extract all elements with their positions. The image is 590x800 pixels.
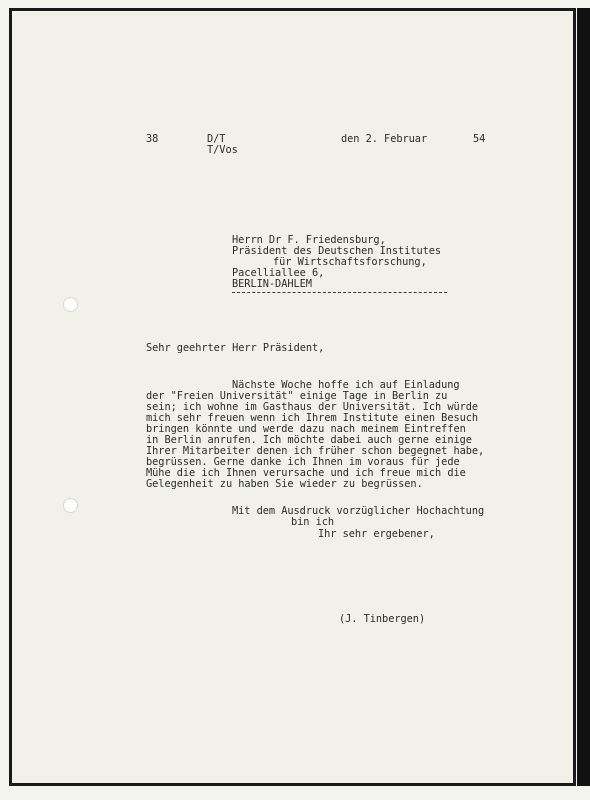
closing-bin-ich: bin ich [291, 516, 335, 528]
body-line: begrüssen. Gerne danke ich Ihnen im voraus für jede [146, 456, 460, 468]
letter-date: den 2. Februar [341, 133, 428, 145]
closing-valediction: Ihr sehr ergebener, [318, 528, 435, 540]
punch-hole-bottom [63, 498, 78, 513]
body-line: sein; ich wohne im Gasthaus der Universität. Ich würde [146, 401, 479, 413]
body-line: in Berlin anrufen. Ich möchte dabei auch gerne einige [146, 434, 472, 446]
recipient-title: Präsident des Deutschen Institutes [232, 245, 442, 257]
recipient-institute: für Wirtschaftsforschung, [273, 256, 427, 268]
closing-phrase: Mit dem Ausdruck vorzüglicher Hochachtung [232, 505, 485, 517]
recipient-name: Herrn Dr F. Friedensburg, [232, 234, 386, 246]
punch-hole-top [63, 297, 78, 312]
body-line: mich sehr freuen wenn ich Ihrem Institute einen Besuch [146, 412, 479, 424]
frame-edge [577, 8, 590, 800]
signature-name: (J. Tinbergen) [339, 613, 426, 625]
body-line: Ihrer Mitarbeiter denen ich früher schon begegnet habe, [146, 445, 485, 457]
salutation: Sehr geehrter Herr Präsident, [146, 342, 325, 354]
reference-initials: D/T [207, 133, 226, 145]
bottom-margin [0, 786, 590, 800]
body-line: der "Freien Universität" einige Tage in Berlin zu [146, 390, 448, 402]
body-line: bringen könnte und werde dazu nach meinem Eintreffen [146, 423, 466, 435]
page-number: 38 [146, 133, 159, 145]
recipient-street: Pacelliallee 6, [232, 267, 325, 279]
recipient-city: BERLIN-DAHLEM [232, 278, 312, 290]
letter-year: 54 [473, 133, 486, 145]
body-line: Nächste Woche hoffe ich auf Einladung [232, 379, 460, 391]
address-underline [232, 292, 447, 294]
reference-typist: T/Vos [207, 144, 238, 156]
body-line: Mühe die ich Ihnen verursache und ich freue mich die [146, 467, 466, 479]
body-line: Gelegenheit zu haben Sie wieder zu begrüssen. [146, 478, 423, 490]
